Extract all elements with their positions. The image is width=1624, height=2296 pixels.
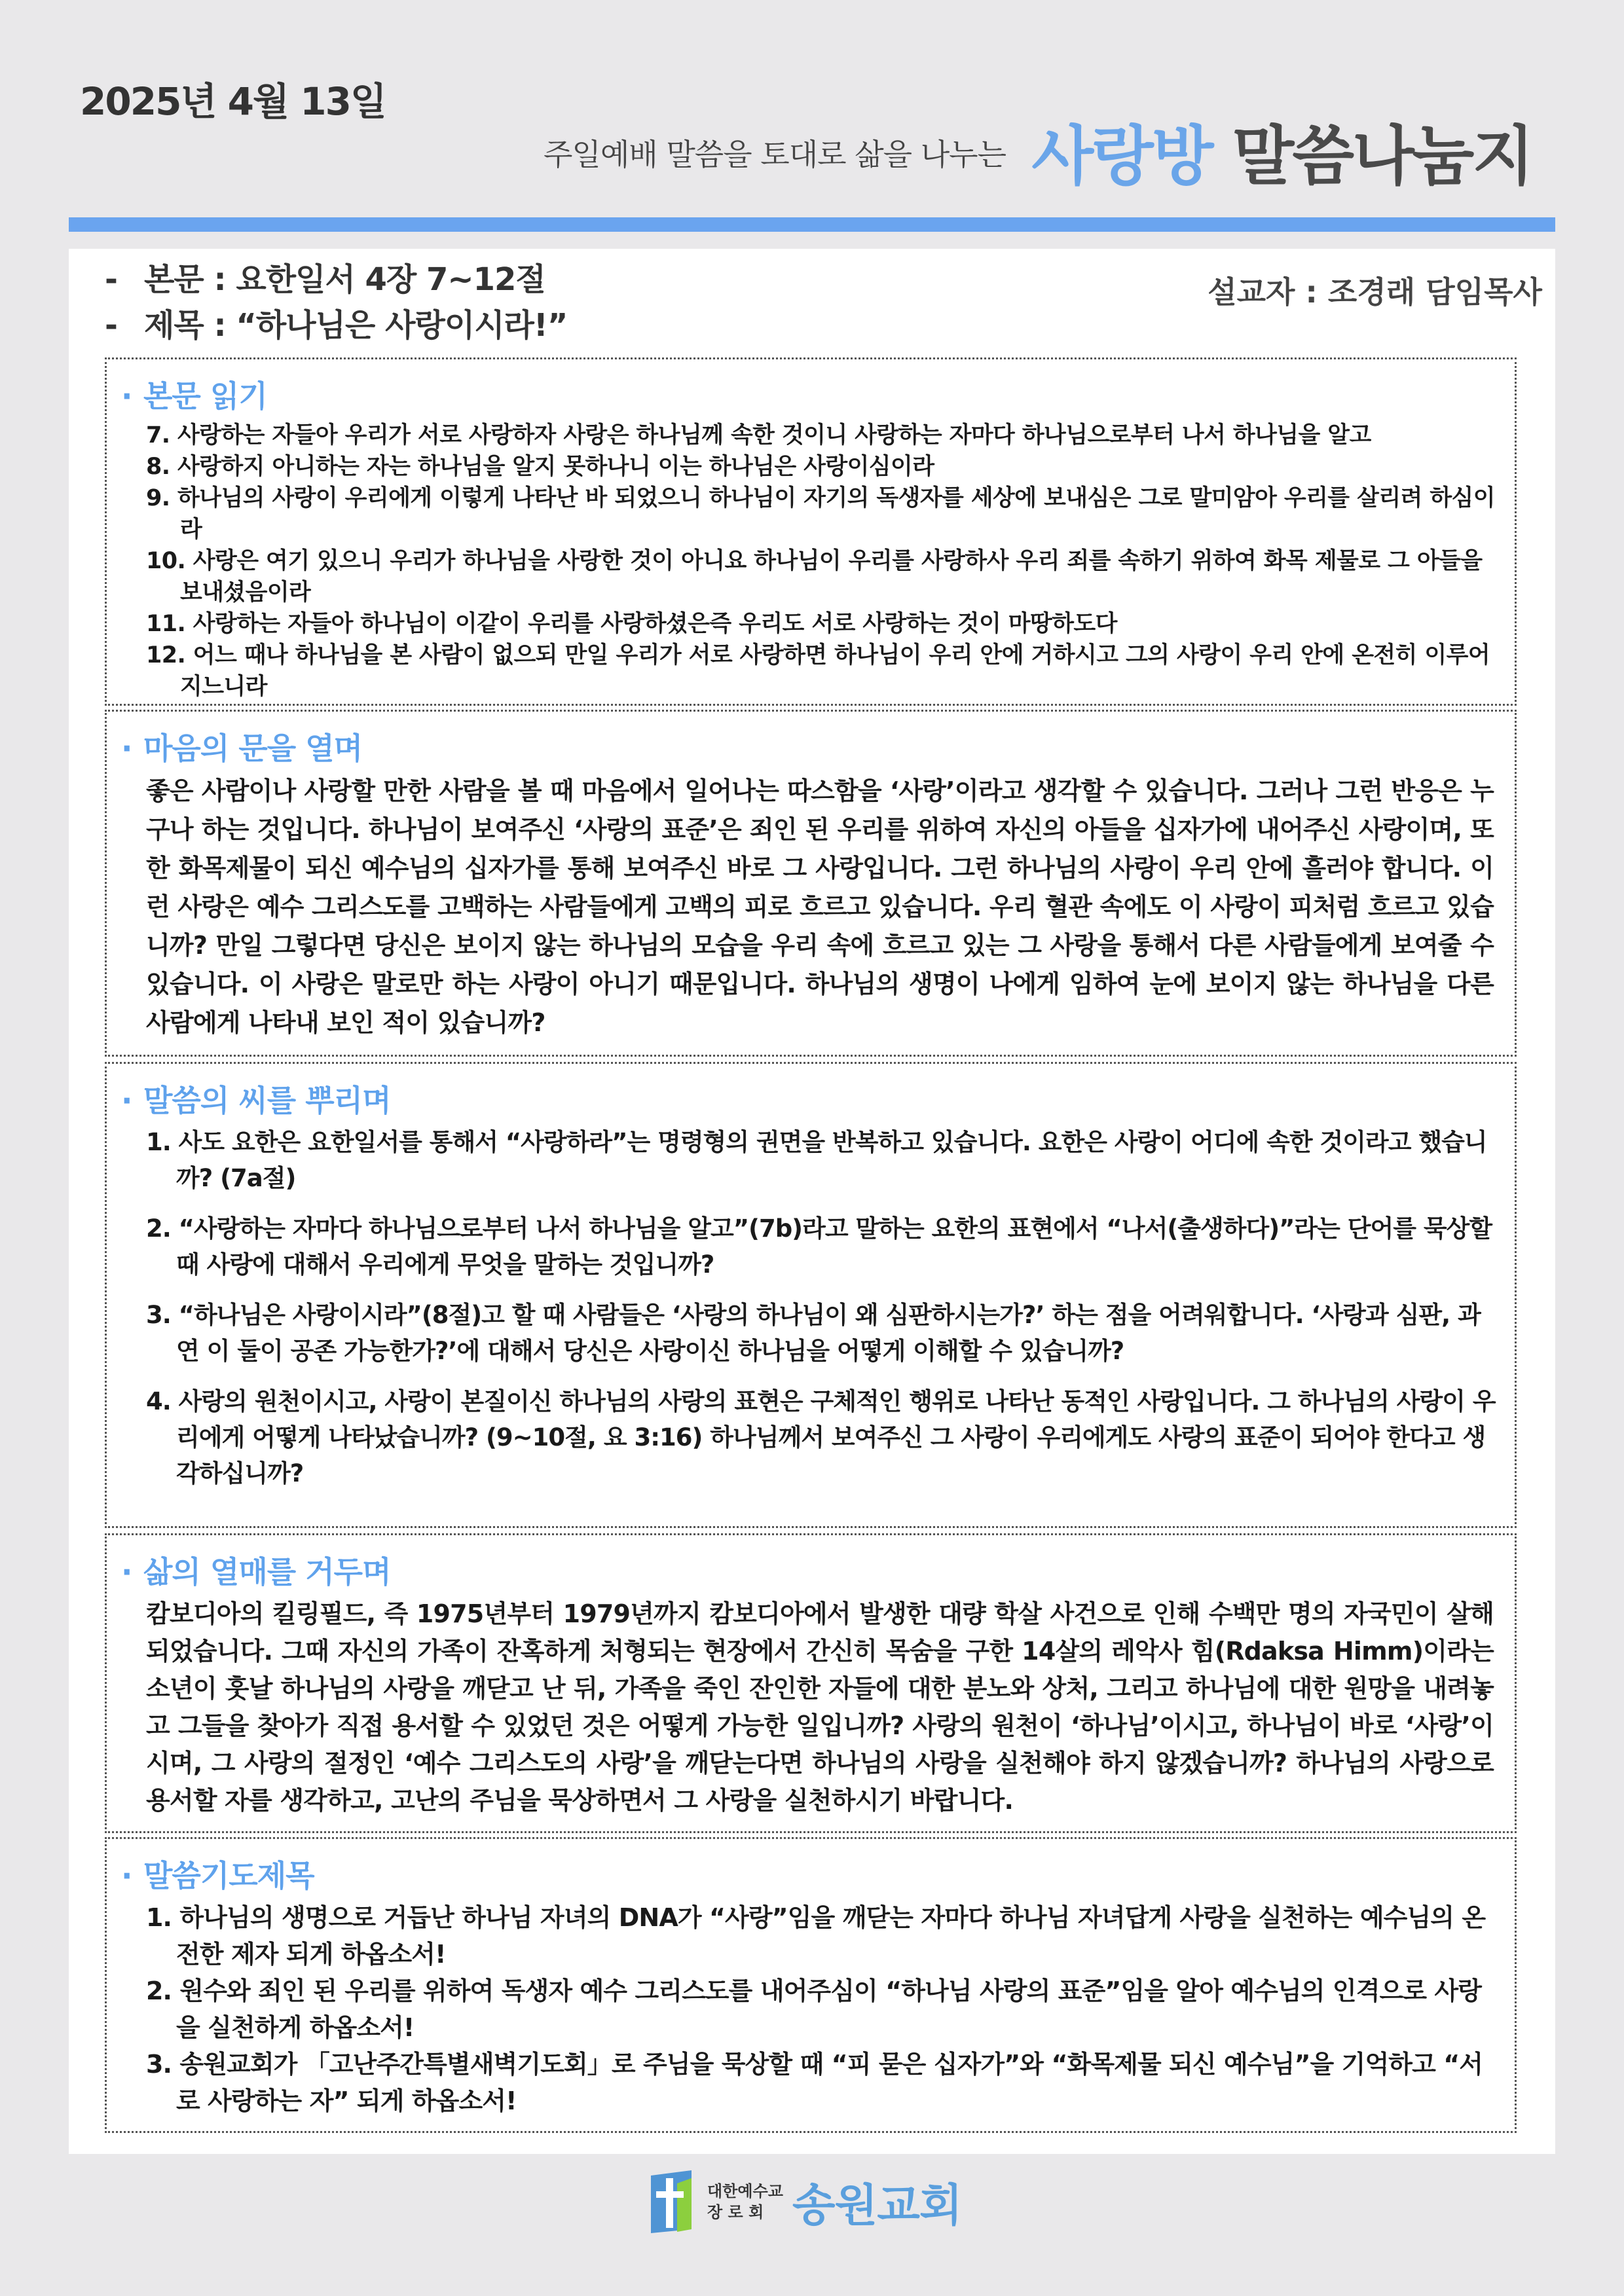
verse-item: 11. 사랑하는 자들아 하나님이 이같이 우리를 사랑하셨은즉 우리도 서로 사랑하는 것이 마땅하도다 — [146, 611, 1117, 637]
section-prayer-topics — [105, 1837, 1517, 2133]
bullet-dot: · — [121, 378, 132, 414]
section-harvest-fruit — [105, 1533, 1517, 1833]
section-heading-text: 말씀의 씨를 뿌리며 — [143, 1083, 391, 1118]
prayer-list — [121, 1899, 1499, 2119]
prayer-item: 1. 하나님의 생명으로 거듭난 하나님 자녀의 DNA가 “사랑”임을 깨닫는 자마다 하나님 자녀답게 사랑을 실천하는 예수님의 온전한 제자 되게 하옵소서! — [146, 1903, 1486, 1969]
section-body: 좋은 사람이나 사랑할 만한 사람을 볼 때 마음에서 일어나는 따스함을 ‘사랑’이라고 생각할 수 있습니다. 그러나 그런 반응은 누구나 하는 것입니다. 하나님이 보여주신 ‘사랑의 표준’은 죄인 된 우리를 위하여 자신의 아들을 십자가에 내어주신 사랑이며, 또한 화목제물이 되신 예수님의 십자가를 통해 보여주신 바로 그 사랑입니다. 그런 하나님의 사랑이 우리 안에 흘러야 합니다. 이런 사랑은 예수 그리스도를 고백하는 사람들에게 고백의 피로 흐르고 있습니다. 우리 혈관 속에도 이 사랑이 피처럼 흐르고 있습니까? 만일 그렇다면 당신은 보이지 않는 하나님의 모습을 우리 속에 흐르고 있는 그 사랑을 통해서 다른 사람들에게 보여줄 수 있습니다. 이 사랑은 말로만 하는 사랑이 아니기 때문입니다. 하나님의 생명이 나에게 임하여 눈에 보이지 않는 하나님을 다른 사람에게 나타내 보인 적이 있습니까? — [146, 776, 1494, 1037]
question-item: 4. 사랑의 원천이시고, 사랑이 본질이신 하나님의 사랑의 표현은 구체적인 행위로 나타난 동적인 사랑입니다. 그 하나님의 사랑이 우리에게 어떻게 나타났습니까? (9~10절, 요 3:16) 하나님께서 보여주신 그 사랑이 우리에게도 사랑의 표준이 되어야 한다고 생각하십니까? — [146, 1387, 1496, 1487]
scripture-reference — [105, 254, 545, 299]
section-opening-heart — [105, 710, 1517, 1057]
denomination-line2: 장 로 회 — [707, 2203, 764, 2221]
church-name: 송원교회 — [792, 2179, 962, 2232]
section-scripture-reading — [105, 357, 1517, 706]
church-footer — [648, 2159, 962, 2244]
section-heading — [121, 373, 1499, 416]
section-sowing-word — [105, 1062, 1517, 1528]
scripture-reference-text: 본문 : 요한일서 4장 7~12절 — [144, 261, 545, 298]
section-heading-text: 삶의 열매를 거두며 — [143, 1554, 391, 1590]
verse-list — [121, 420, 1499, 702]
question-item: 1. 사도 요한은 요한일서를 통해서 “사랑하라”는 명령형의 권면을 반복하고 있습니다. 요한은 사랑이 어디에 속한 것이라고 했습니까? (7a절) — [146, 1128, 1487, 1192]
cross-logo-icon — [648, 2169, 694, 2234]
verse-item: 9. 하나님의 사랑이 우리에게 이렇게 나타난 바 되었으니 하나님이 자기의 독생자를 세상에 보내심은 그로 말미암아 우리를 살리려 하심이라 — [146, 485, 1495, 543]
question-list — [121, 1124, 1499, 1491]
verse-item: 12. 어느 때나 하나님을 본 사람이 없으되 만일 우리가 서로 사랑하면 하나님이 우리 안에 거하시고 그의 사랑이 우리 안에 온전히 이루어지느니라 — [146, 642, 1490, 700]
section-heading-text: 마음의 문을 열며 — [143, 731, 363, 766]
section-heading-text: 말씀기도제목 — [143, 1858, 314, 1893]
dash-marker: - — [105, 261, 117, 298]
preacher-name: 설교자 : 조경래 담임목사 — [1208, 274, 1542, 310]
dash-marker: - — [105, 307, 117, 344]
bullet-dot: · — [121, 731, 132, 766]
page-subtitle: 주일예배 말씀을 토대로 삶을 나누는 — [544, 137, 1006, 172]
sermon-title-text: 제목 : “하나님은 사랑이시라!” — [144, 307, 568, 344]
denomination-label — [707, 2181, 783, 2223]
sermon-title — [105, 300, 567, 345]
page-title-rest: 말씀나눔지 — [1232, 119, 1532, 194]
prayer-item: 3. 송원교회가 「고난주간특별새벽기도회」로 주님을 묵상할 때 “피 묻은 십자가”와 “화목제물 되신 예수님”을 기억하고 “서로 사랑하는 자” 되게 하옵소서! — [146, 2050, 1483, 2115]
page-title — [1032, 105, 1532, 197]
page-title-highlight: 사랑방 — [1031, 119, 1212, 194]
section-heading — [121, 1077, 1499, 1120]
section-body: 캄보디아의 킬링필드, 즉 1975년부터 1979년까지 캄보디아에서 발생한 대량 학살 사건으로 인해 수백만 명의 자국민이 살해되었습니다. 그때 자신의 가족이 잔혹하게 처형되는 현장에서 간신히 목숨을 구한 14살의 레악사 힘(Rdaksa Himm)이라는 소년이 훗날 하나님의 사랑을 깨닫고 난 뒤, 가족을 죽인 잔인한 자들에 대한 분노와 상처, 그리고 하나님에 대한 원망을 내려놓고 그들을 찾아가 직접 용서할 수 있었던 것은 어떻게 가능한 일입니까? 사랑의 원천이 ‘하나님’이시고, 하나님이 바로 ‘사랑’이시며, 그 사랑의 절정인 ‘예수 그리스도의 사랑’을 깨닫는다면 하나님의 사랑을 실천해야 하지 않겠습니까? 하나님의 사랑으로 용서할 자를 생각하고, 고난의 주님을 묵상하면서 그 사랑을 실천하시기 바랍니다. — [146, 1599, 1494, 1815]
section-heading — [121, 1852, 1499, 1895]
header-divider-bar — [69, 217, 1555, 232]
denomination-line1: 대한예수교 — [707, 2182, 783, 2200]
bullet-dot: · — [121, 1554, 132, 1590]
bullet-dot: · — [121, 1083, 132, 1118]
prayer-item: 2. 원수와 죄인 된 우리를 위하여 독생자 예수 그리스도를 내어주심이 “하나님 사랑의 표준”임을 알아 예수님의 인격으로 사랑을 실천하게 하옵소서! — [146, 1977, 1482, 2042]
verse-item: 10. 사랑은 여기 있으니 우리가 하나님을 사랑한 것이 아니요 하나님이 우리를 사랑하사 우리 죄를 속하기 위하여 화목 제물로 그 아들을 보내셨음이라 — [146, 548, 1483, 606]
verse-item: 7. 사랑하는 자들아 우리가 서로 사랑하자 사랑은 하나님께 속한 것이니 사랑하는 자마다 하나님으로부터 나서 하나님을 알고 — [146, 422, 1371, 448]
section-heading — [121, 1548, 1499, 1592]
bullet-dot: · — [121, 1858, 132, 1893]
question-item: 3. “하나님은 사랑이시라”(8절)고 할 때 사람들은 ‘사랑의 하나님이 왜 심판하시는가?’ 하는 점을 어려워합니다. ‘사랑과 심판, 과연 이 둘이 공존 가능한가?’에 대해서 당신은 사랑이신 하나님을 어떻게 이해할 수 있습니까? — [146, 1301, 1481, 1365]
section-heading-text: 본문 읽기 — [143, 378, 267, 414]
question-item: 2. “사랑하는 자마다 하나님으로부터 나서 하나님을 알고”(7b)라고 말하는 요한의 표현에서 “나서(출생하다)”라는 단어를 묵상할 때 사랑에 대해서 우리에게 무엇을 말하는 것입니까? — [146, 1214, 1492, 1279]
section-heading — [121, 725, 1499, 768]
verse-item: 8. 사랑하지 아니하는 자는 하나님을 알지 못하나니 이는 하나님은 사랑이심이라 — [146, 454, 934, 480]
issue-date: 2025년 4월 13일 — [80, 79, 386, 124]
